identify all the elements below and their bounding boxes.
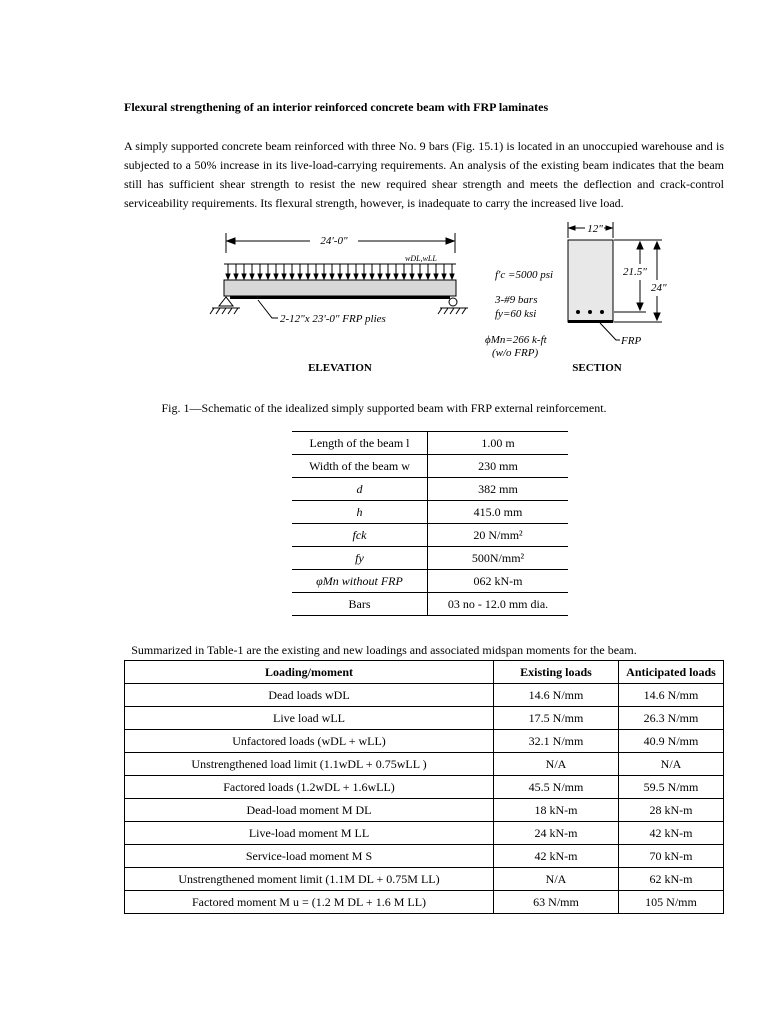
load-arrow-head bbox=[330, 274, 334, 279]
table-row bbox=[292, 455, 568, 478]
param-value: 500N/mm² bbox=[428, 547, 569, 570]
frp-section-strip bbox=[568, 320, 613, 323]
load-arrow-head bbox=[386, 274, 390, 279]
table-row bbox=[125, 845, 724, 868]
rebar-dot bbox=[576, 310, 580, 314]
table-cell: N/A bbox=[494, 868, 619, 891]
frp-section-label: FRP bbox=[621, 335, 642, 347]
load-arrow-head bbox=[338, 274, 342, 279]
table-cell: 17.5 N/mm bbox=[494, 707, 619, 730]
load-arrow-head bbox=[274, 274, 278, 279]
load-arrow-head bbox=[362, 274, 366, 279]
heading: Flexural strengthening of an interior reinforced concrete beam with FRP laminates bbox=[124, 100, 549, 114]
table-row bbox=[292, 547, 568, 570]
load-arrow-head bbox=[418, 274, 422, 279]
param-label: fy bbox=[292, 547, 428, 570]
table-cell: 14.6 N/mm bbox=[494, 684, 619, 707]
load-arrow-head bbox=[378, 274, 382, 279]
table-cell: 26.3 N/mm bbox=[619, 707, 724, 730]
load-arrow-head bbox=[258, 274, 262, 279]
load-arrow-head bbox=[426, 274, 430, 279]
summary-text: Summarized in Table-1 are the existing and new loadings and associated midspan moments for the beam. bbox=[131, 643, 637, 657]
load-arrow-head bbox=[226, 274, 230, 279]
table-cell: Dead loads wDL bbox=[125, 684, 494, 707]
table-cell: 63 N/mm bbox=[494, 891, 619, 914]
intro-paragraph: A simply supported concrete beam reinforced with three No. 9 bars (Fig. 15.1) is located in an unoccupied warehouse and is subjected to a 50% increase in its live-load-carrying requirements. An analysis of the existing beam indicates that the beam still has sufficient shear strength to resist the new required shear strength and meets the deflection and crack-control serviceability requirements. Its flexural strength, however, is inadequate to carry the increased live load. bbox=[124, 139, 724, 210]
load-arrow-head bbox=[290, 274, 294, 279]
span-label: 24'-0" bbox=[320, 235, 348, 247]
load-arrow-head bbox=[306, 274, 310, 279]
load-label: wDL,wLL bbox=[405, 254, 437, 263]
parameters-table bbox=[292, 431, 568, 616]
table-cell: Factored loads (1.2wDL + 1.6wLL) bbox=[125, 776, 494, 799]
param-label: Length of the beam l bbox=[292, 432, 428, 455]
table-cell: 59.5 N/mm bbox=[619, 776, 724, 799]
load-arrow-head bbox=[370, 274, 374, 279]
load-arrow-head bbox=[394, 274, 398, 279]
load-arrow-head bbox=[322, 274, 326, 279]
param-value: 230 mm bbox=[428, 455, 569, 478]
table-cell: 14.6 N/mm bbox=[619, 684, 724, 707]
load-arrow-head bbox=[250, 274, 254, 279]
frp-label: 2-12"x 23'-0" FRP plies bbox=[280, 313, 386, 325]
load-arrow-head bbox=[434, 274, 438, 279]
frp-leader-line bbox=[258, 300, 278, 318]
table-row bbox=[125, 730, 724, 753]
height-label: 24" bbox=[651, 282, 667, 294]
table-cell: Unstrengthened moment limit (1.1M DL + 0.75M LL) bbox=[125, 868, 494, 891]
table-cell: Unfactored loads (wDL + wLL) bbox=[125, 730, 494, 753]
param-value: 20 N/mm² bbox=[428, 524, 569, 547]
table-cell: 42 kN-m bbox=[494, 845, 619, 868]
table-row bbox=[125, 891, 724, 914]
table-cell: 62 kN-m bbox=[619, 868, 724, 891]
fc-label: f'c =5000 psi bbox=[495, 269, 554, 281]
table-cell: 105 N/mm bbox=[619, 891, 724, 914]
table-row bbox=[292, 478, 568, 501]
load-arrow-head bbox=[354, 274, 358, 279]
table-row bbox=[125, 753, 724, 776]
table-cell: N/A bbox=[494, 753, 619, 776]
table-cell: 18 kN-m bbox=[494, 799, 619, 822]
table-cell: 45.5 N/mm bbox=[494, 776, 619, 799]
param-value: 062 kN-m bbox=[428, 570, 569, 593]
load-arrow-head bbox=[346, 274, 350, 279]
param-label: Bars bbox=[292, 593, 428, 616]
section-depth-dimensions bbox=[614, 240, 662, 322]
table-row bbox=[125, 822, 724, 845]
column-header: Anticipated loads bbox=[619, 661, 724, 684]
figure-caption: Fig. 1—Schematic of the idealized simply supported beam with FRP external reinforcement. bbox=[161, 401, 607, 415]
load-arrow-head bbox=[442, 274, 446, 279]
table-cell: 24 kN-m bbox=[494, 822, 619, 845]
table-row bbox=[125, 868, 724, 891]
section-label: SECTION bbox=[572, 362, 622, 374]
beam-section bbox=[568, 240, 613, 322]
table-row bbox=[125, 707, 724, 730]
table-row bbox=[292, 593, 568, 616]
load-arrow-head bbox=[314, 274, 318, 279]
elevation-label: ELEVATION bbox=[308, 362, 372, 374]
rebar-dot bbox=[600, 310, 604, 314]
param-label: fck bbox=[292, 524, 428, 547]
load-arrow-head bbox=[242, 274, 246, 279]
beam-elevation bbox=[224, 280, 456, 296]
table-row bbox=[125, 684, 724, 707]
table-cell: Unstrengthened load limit (1.1wDL + 0.75wLL ) bbox=[125, 753, 494, 776]
param-label: h bbox=[292, 501, 428, 524]
load-arrow-head bbox=[234, 274, 238, 279]
pin-support bbox=[210, 297, 240, 314]
table-row bbox=[125, 799, 724, 822]
param-value: 382 mm bbox=[428, 478, 569, 501]
load-arrow-head bbox=[450, 274, 454, 279]
table-row bbox=[292, 432, 568, 455]
param-label: φMn without FRP bbox=[292, 570, 428, 593]
param-label: d bbox=[292, 478, 428, 501]
beam-figure bbox=[0, 0, 768, 400]
table-cell: Dead-load moment M DL bbox=[125, 799, 494, 822]
param-value: 415.0 mm bbox=[428, 501, 569, 524]
fy-label: fy=60 ksi bbox=[495, 308, 537, 320]
column-header: Existing loads bbox=[494, 661, 619, 684]
load-arrow-head bbox=[402, 274, 406, 279]
table-row bbox=[292, 570, 568, 593]
load-arrow-head bbox=[266, 274, 270, 279]
table-cell: Live load wLL bbox=[125, 707, 494, 730]
table-cell: Service-load moment M S bbox=[125, 845, 494, 868]
load-arrow-head bbox=[282, 274, 286, 279]
table-cell: Factored moment M u = (1.2 M DL + 1.6 M LL) bbox=[125, 891, 494, 914]
table-cell: Live-load moment M LL bbox=[125, 822, 494, 845]
param-value: 03 no - 12.0 mm dia. bbox=[428, 593, 569, 616]
param-label: Width of the beam w bbox=[292, 455, 428, 478]
table-row bbox=[292, 501, 568, 524]
load-arrow-head bbox=[298, 274, 302, 279]
table-cell: 32.1 N/mm bbox=[494, 730, 619, 753]
mn-label: ϕMn=266 k-ft bbox=[485, 334, 547, 346]
mn-note: (w/o FRP) bbox=[492, 347, 539, 359]
loads-table bbox=[124, 660, 724, 914]
table-cell: 28 kN-m bbox=[619, 799, 724, 822]
distributed-load-arrows bbox=[224, 264, 456, 279]
frp-section-leader bbox=[600, 323, 620, 340]
table-cell: 70 kN-m bbox=[619, 845, 724, 868]
rebar-dot bbox=[588, 310, 592, 314]
table-row bbox=[292, 524, 568, 547]
bars-label: 3-#9 bars bbox=[495, 294, 538, 306]
load-arrow-head bbox=[410, 274, 414, 279]
column-header: Loading/moment bbox=[125, 661, 494, 684]
width-label: 12" bbox=[587, 223, 603, 235]
table-row bbox=[125, 776, 724, 799]
table-cell: 42 kN-m bbox=[619, 822, 724, 845]
frp-plies bbox=[230, 296, 450, 299]
depth-d-label: 21.5" bbox=[623, 266, 647, 278]
roller-support bbox=[438, 298, 468, 314]
table-cell: 40.9 N/mm bbox=[619, 730, 724, 753]
param-value: 1.00 m bbox=[428, 432, 569, 455]
table-cell: N/A bbox=[619, 753, 724, 776]
